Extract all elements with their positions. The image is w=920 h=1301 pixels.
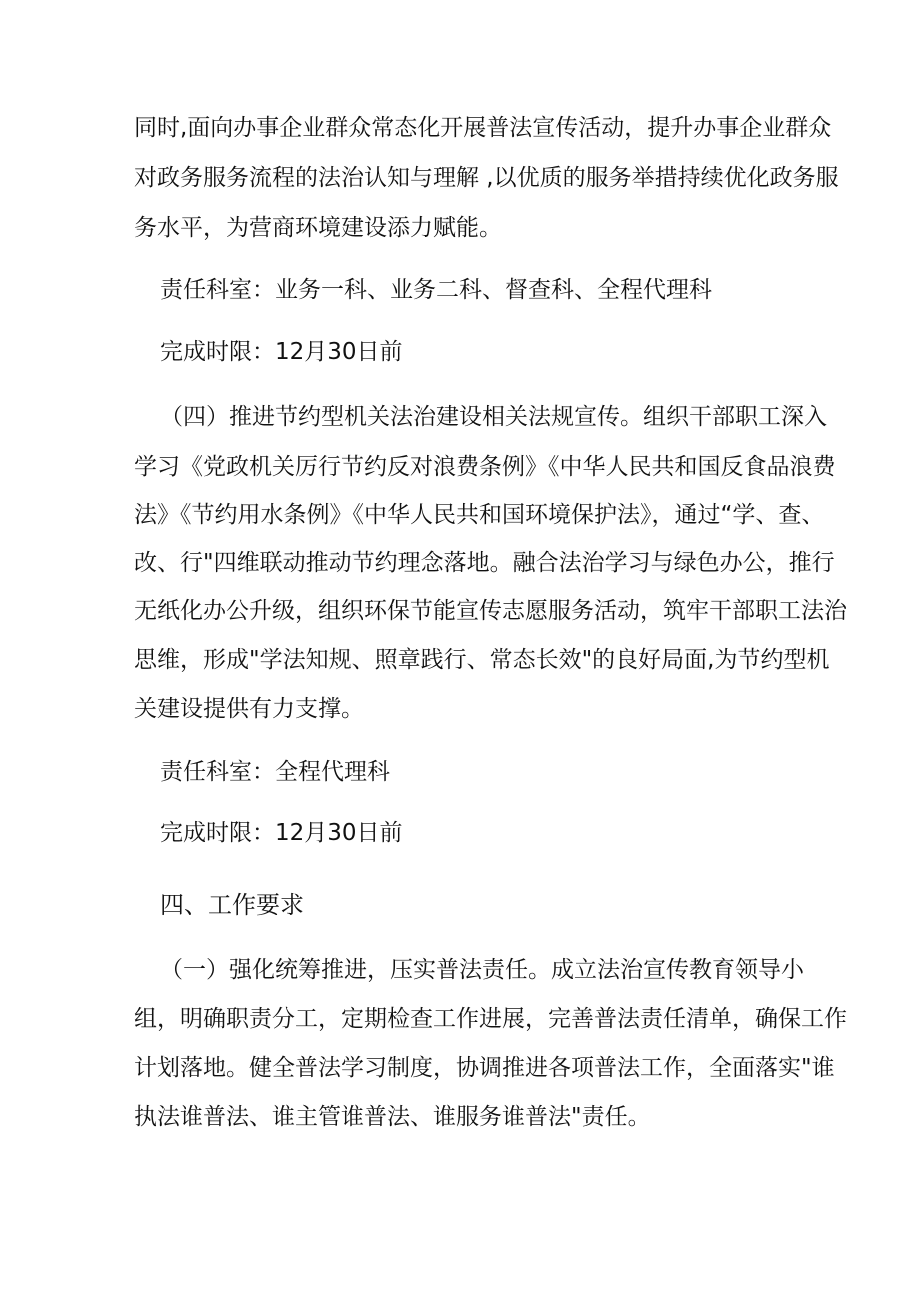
paragraph-line: 务水平，为营商环境建设添力赋能。	[134, 215, 502, 241]
paragraph-line: 关建设提供有力支撑。	[134, 696, 364, 722]
section-heading: 四、工作要求	[160, 891, 304, 919]
paragraph-line: （四）推进节约型机关法治建设相关法规宣传。组织干部职工深入	[160, 404, 827, 430]
paragraph-line: （一）强化统筹推进，压实普法责任。成立法治宣传教育领导小	[160, 957, 804, 983]
paragraph-line: 思维，形成"学法知规、照章践行、常态长效"的良好局面,为节约型机	[134, 647, 830, 673]
responsible-department: 责任科室：业务一科、业务二科、督查科、全程代理科	[160, 277, 712, 303]
paragraph-line: 组，明确职责分工，定期检查工作进展，完善普法责任清单，确保工作	[134, 1006, 847, 1032]
paragraph-line: 同时,面向办事企业群众常态化开展普法宣传活动，提升办事企业群众	[134, 115, 832, 141]
deadline: 完成时限：12月30日前	[160, 820, 403, 846]
paragraph-line: 无纸化办公升级，组织环保节能宣传志愿服务活动，筑牢干部职工法治	[134, 598, 847, 624]
paragraph-line: 法》《节约用水条例》《中华人民共和国环境保护法》，通过“学、查、	[134, 502, 825, 528]
deadline: 完成时限：12月30日前	[160, 339, 403, 365]
paragraph-line: 学习《党政机关厉行节约反对浪费条例》《中华人民共和国反食品浪费	[134, 454, 836, 480]
responsible-department: 责任科室：全程代理科	[160, 759, 390, 785]
paragraph-line: 执法谁普法、谁主管谁普法、谁服务谁普法"责任。	[134, 1104, 651, 1130]
paragraph-line: 对政务服务流程的法治认知与理解 ,以优质的服务举措持续优化政务服	[134, 165, 839, 191]
paragraph-line: 计划落地。健全普法学习制度，协调推进各项普法工作，全面落实"谁	[134, 1055, 835, 1081]
paragraph-line: 改、行"四维联动推动节约理念落地。融合法治学习与绿色办公，推行	[134, 550, 835, 576]
